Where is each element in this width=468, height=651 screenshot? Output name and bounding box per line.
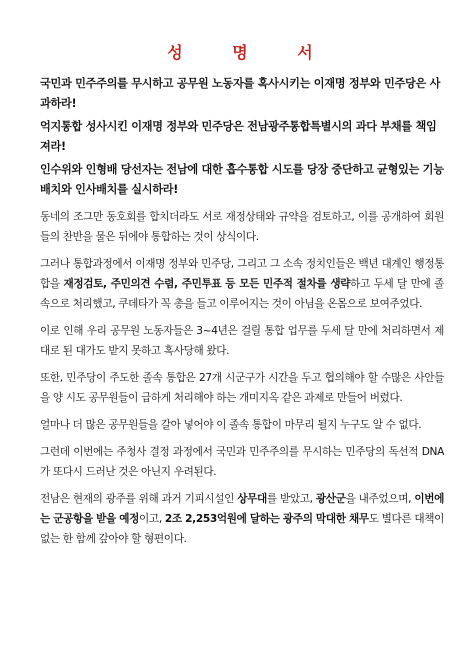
text-run: 동네의 조그만 동호회를 합치더라도 서로 재정상태와 규약을 검토하고, 이를 공개하여 회원들의 찬반을 물은 뒤에야 통합하는 것이 상식이다. [40, 211, 444, 243]
body-paragraph [40, 321, 444, 361]
statement-body [40, 207, 444, 549]
emphasis-text: 상무대 [237, 493, 267, 505]
text-run: 을 내주었으며, [345, 493, 415, 505]
body-paragraph [40, 368, 444, 408]
emphasis-text: 광산군 [315, 493, 346, 505]
demand-1: 국민과 민주주의를 무시하고 공무원 노동자를 혹사시키는 이재명 정부와 민주당은 사과하라! [40, 77, 441, 110]
text-run: 그런데 이번에는 주청사 결정 과정에서 국민과 민주주의를 무시하는 민주당의 독선적 DNA가 또다시 드러난 것은 아닌지 우려된다. [40, 446, 444, 478]
page-title: 성 명 서 [167, 43, 335, 62]
text-run: 그러나 통합과정에서 이재명 정부와 민주당, 그리고 그 소속 정치인들은 백년 대계인 행정통합을 [40, 258, 444, 290]
body-paragraph [40, 415, 444, 435]
text-run: 를 받았고, [266, 493, 316, 505]
text-run: 이로 인해 우리 공무원 노동자들은 3~4년은 걸릴 통합 업무를 두세 달 만에 처리하면서 제대로 된 대가도 받지 못하고 혹사당해 왔다. [40, 325, 444, 357]
emphasis-text: 이번에는 군공항을 받을 예정 [40, 493, 444, 525]
emphasis-text: 재정검토, 주민의견 수렴, 주민투표 등 모든 민주적 절차를 생략 [63, 278, 351, 290]
text-run: 전남은 현재의 광주를 위해 과거 기피시설인 [40, 493, 238, 505]
text-run: 이고, [139, 513, 165, 525]
body-paragraph [40, 207, 444, 247]
body-paragraph [40, 254, 444, 314]
text-run: 도 별다른 대책이 없는 한 함께 갚아야 할 형편이다. [40, 513, 444, 545]
body-paragraph [40, 442, 444, 482]
text-run: 얼마나 더 많은 공무원들을 갈아 넣어야 이 졸속 통합이 마무리 될지 누구도 알 수 없다. [40, 419, 422, 431]
demand-list [40, 74, 444, 200]
demand-2: 억지통합 성사시킨 이재명 정부와 민주당은 전남광주통합특별시의 과다 부채를 책임져라! [40, 120, 437, 153]
demand-3: 인수위와 인형배 당선자는 전남에 대한 흡수통합 시도를 당장 중단하고 균형있는 기능배치와 인사배치를 실시하라! [40, 163, 444, 196]
text-run: 또한, 민주당이 주도한 졸속 통합은 27개 시군구가 시간을 두고 협의해야 할 수많은 사안들을 양 시도 공무원들이 급하게 처리해야 하는 개미지옥 같은 과제로 만들어 버렸다. [40, 372, 444, 404]
emphasis-text: 2조 2,253억원에 달하는 광주의 막대한 채무 [164, 513, 369, 525]
text-run: 하고 두세 달 만에 졸속으로 처리했고, 쿠데타가 꼭 총을 들고 이루어지는 것이 아님을 온몸으로 보여주었다. [40, 278, 444, 310]
body-paragraph [40, 489, 444, 549]
